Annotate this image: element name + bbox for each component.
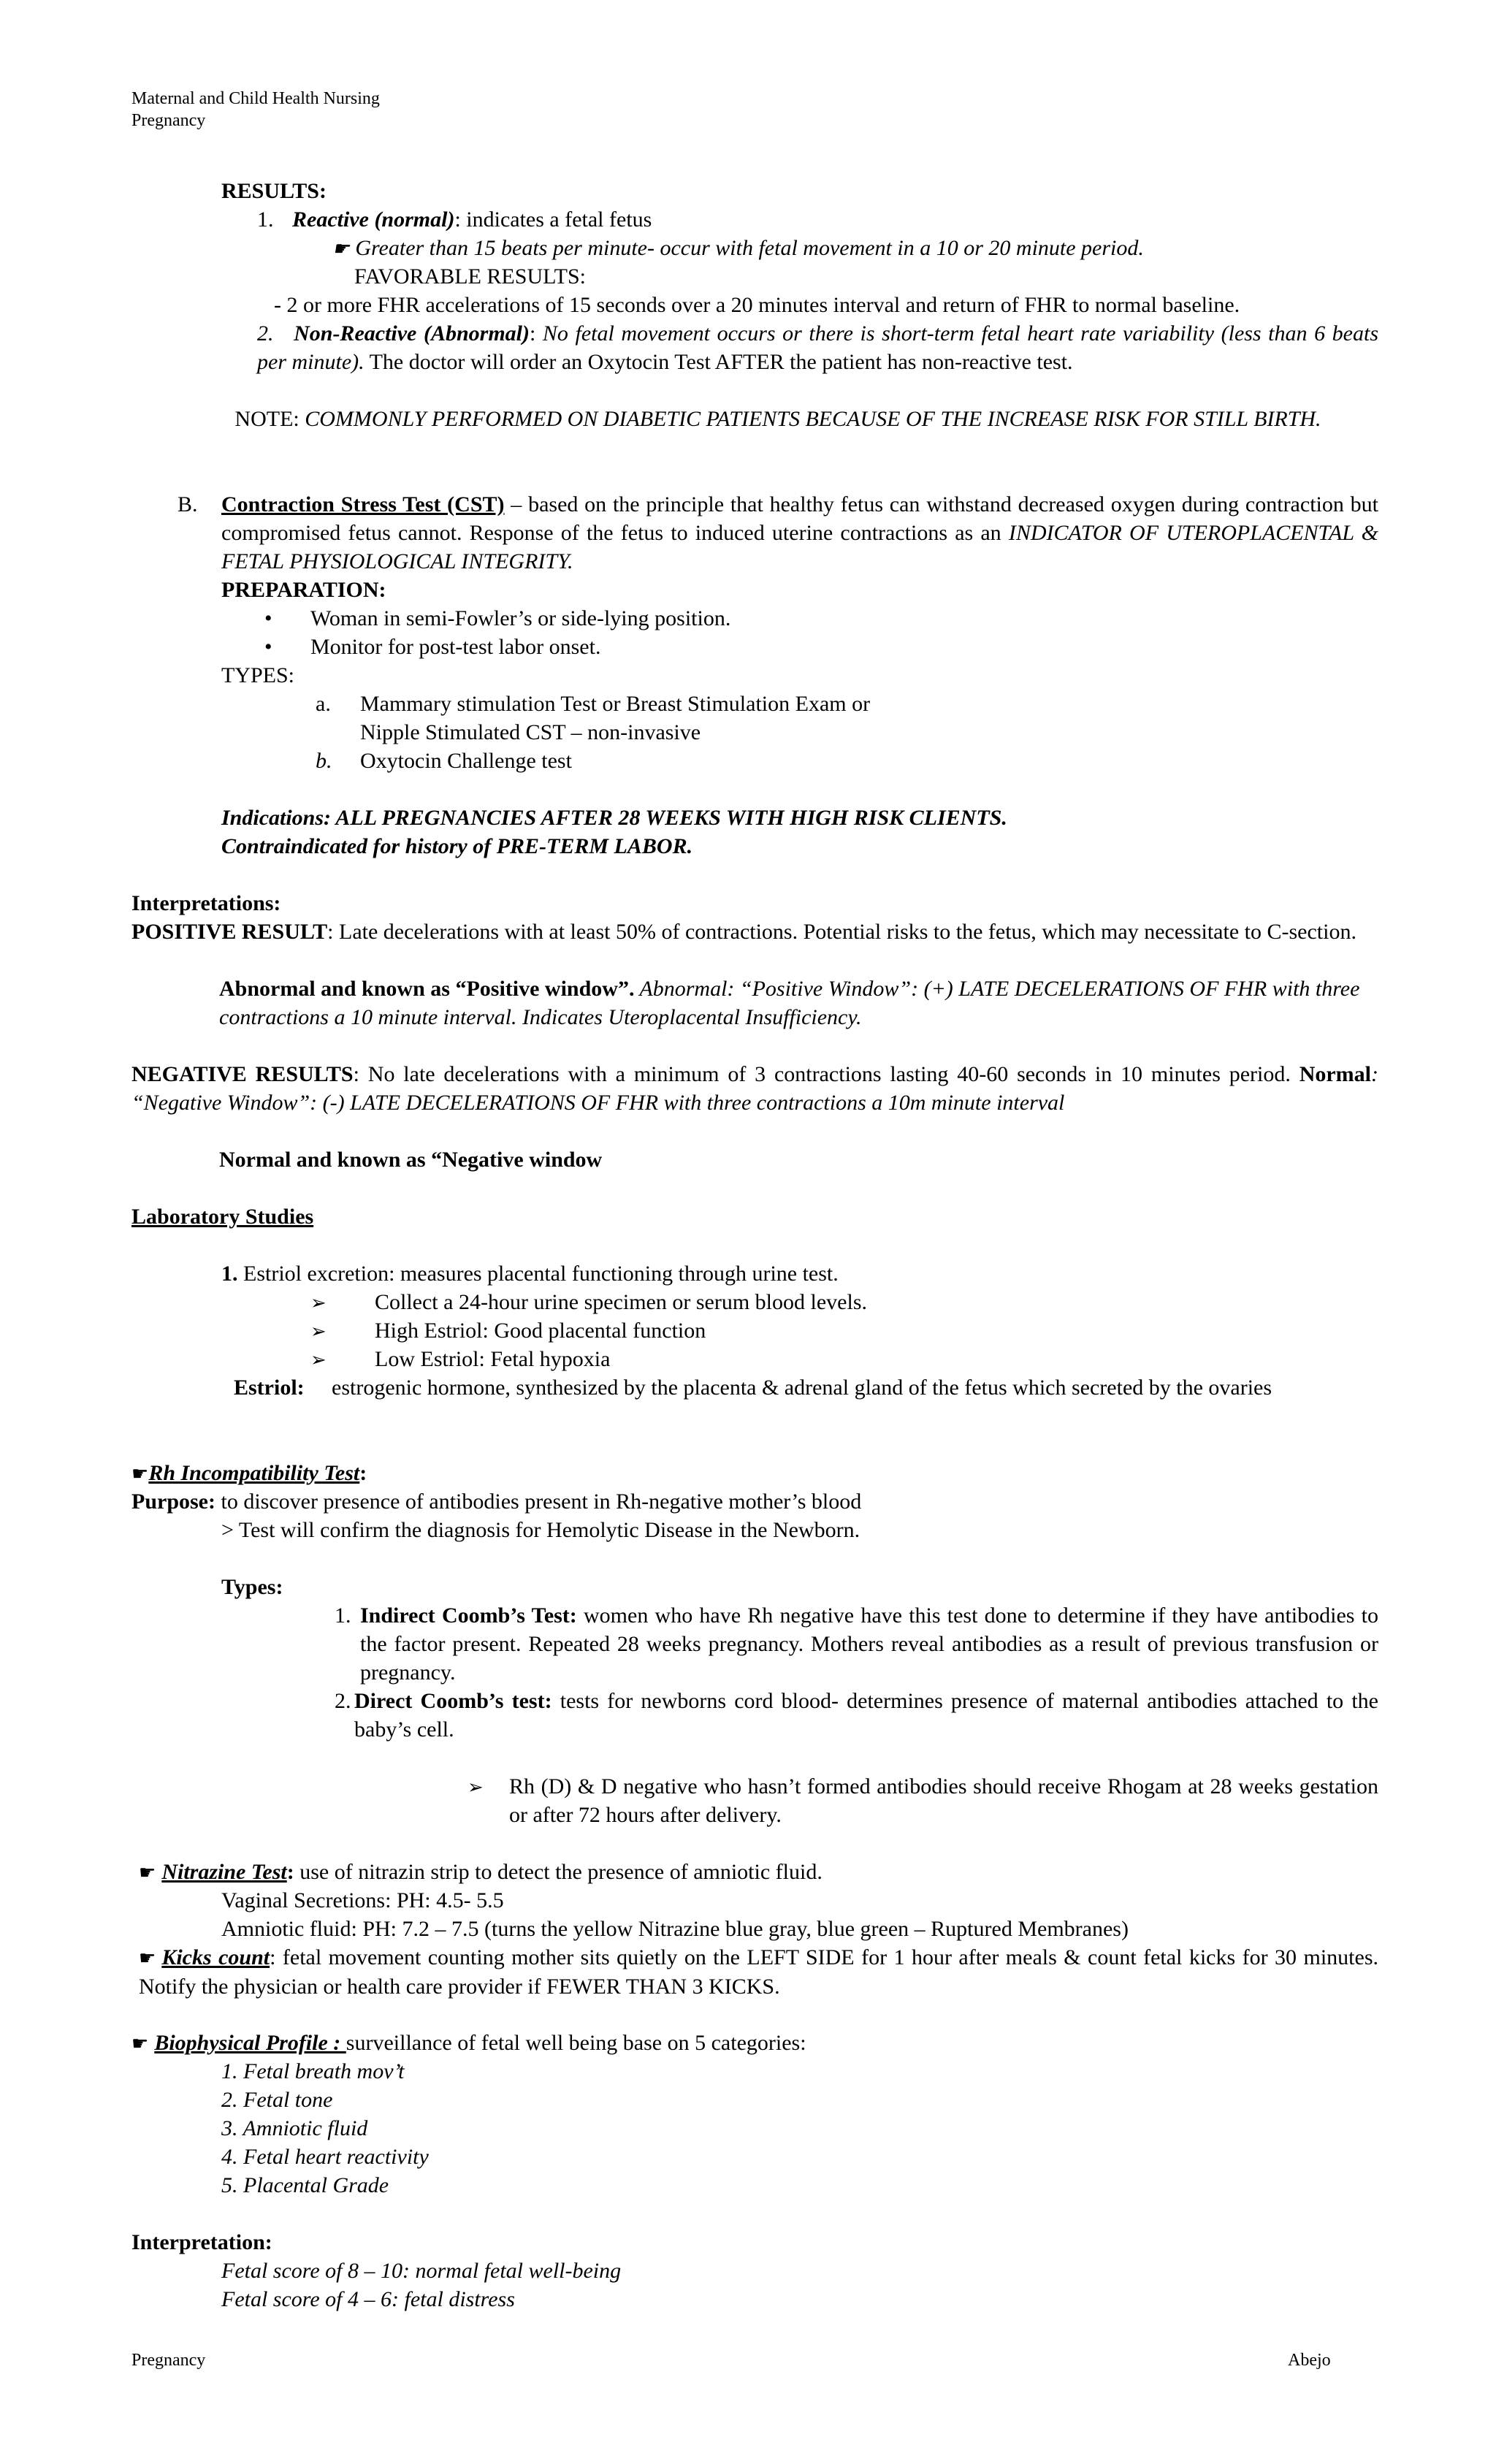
preparation-heading: PREPARATION: (221, 578, 386, 602)
estriol-label: Estriol: (234, 1376, 305, 1400)
bpp-interpretation-heading: Interpretation: (131, 2230, 272, 2254)
rh-type-1: Indirect Coomb’s Test: women who have Rh negative have this test done to determine if they have antibodies to the factor present. Repeated 28 weeks pregnancy. Mothers reveal antibodies as a result of previous transfusion or pregnancy. (360, 1603, 1378, 1685)
list-item: 5. Placental Grade (221, 2173, 389, 2197)
negative-window: Normal and known as “Negative window (219, 1148, 603, 1172)
footer-right: Abejo (1288, 2351, 1331, 2370)
section-letter-b: B. (178, 492, 198, 516)
rh-title: ☛Rh Incompatibility Test: (131, 1461, 367, 1485)
indications: Indications: ALL PREGNANCIES AFTER 28 WEEKS WITH HIGH RISK CLIENTS. (221, 806, 1007, 830)
arrowhead-bullet-icon: ➢ (310, 1321, 327, 1342)
biophysical-profile-title: ☛ Biophysical Profile : surveillance of fetal well being base on 5 categories: (131, 2031, 806, 2055)
negative-result: NEGATIVE RESULTS: No late decelerations with a minimum of 3 contractions lasting 40-60 seconds in 10 minutes period. Normal: “Negative Window”: (-) LATE DECELERATIONS OF FHR with three contractions a 10m minute interval (131, 1062, 1378, 1115)
bpp-category-list (221, 2057, 429, 2200)
type-a-letter: a. (316, 692, 331, 716)
rh-purpose-note: > Test will confirm the diagnosis for Hemolytic Disease in the Newborn. (221, 1518, 860, 1542)
list-item: 1. Fetal breath mov’t (221, 2059, 405, 2083)
rh-type-2: Direct Coomb’s test: tests for newborns cord blood- determines presence of maternal antibodies attached to the baby’s cell. (354, 1689, 1378, 1742)
lab-item-1: 1. Estriol excretion: measures placental functioning through urine test. (221, 1262, 839, 1286)
nitrazine-title: ☛ Nitrazine Test: use of nitrazin strip to detect the presence of amniotic fluid. (139, 1860, 823, 1884)
list-item: Fetal score of 4 – 6: fetal distress (221, 2287, 515, 2311)
bpp-interpretation-list (221, 2257, 621, 2314)
lab-bullet: ➢ Low Estriol: Fetal hypoxia (310, 1347, 611, 1371)
positive-window: Abnormal and known as “Positive window”. Abnormal: “Positive Window”: (+) LATE DECELERATIONS OF FHR with three contractions a 10 minute interval. Indicates Uteroplacental Insufficiency. (219, 977, 1360, 1029)
header-topic: Pregnancy (131, 111, 206, 130)
rhogam-bullet (468, 1772, 484, 1801)
dot-bullet-icon: • (264, 635, 272, 659)
cst-title: Contraction Stress Test (CST) (221, 492, 505, 516)
positive-result: POSITIVE RESULT: Late decelerations with at least 50% of contractions. Potential risks to the fetus, which may necessitate to C-section. (131, 920, 1356, 944)
header-course: Maternal and Child Health Nursing (131, 89, 380, 108)
arrowhead-bullet-icon: ➢ (468, 1777, 484, 1798)
type-b-letter: b. (316, 749, 332, 773)
interpretations-heading: Interpretations: (131, 891, 281, 915)
results-heading: RESULTS: (221, 179, 327, 203)
kicks-count: ☛ Kicks count: fetal movement counting mother sits quietly on the LEFT SIDE for 1 hour after meals & count fetal kicks for 30 minutes. Notify the physician or health care provider if FEWER THAN 3 KICKS. (139, 1945, 1378, 1999)
pointing-hand-icon: ☛ (332, 238, 350, 259)
note: NOTE: COMMONLY PERFORMED ON DIABETIC PATIENTS BECAUSE OF THE INCREASE RISK FOR STILL BIRTH. (234, 407, 1321, 431)
types-heading: TYPES: (221, 663, 295, 687)
list-item: Fetal score of 8 – 10: normal fetal well-being (221, 2259, 622, 2283)
rh-type-2-num: 2. (335, 1689, 351, 1713)
favorable-results-text: - 2 or more FHR accelerations of 15 seconds over a 20 minutes interval and return of FHR to normal baseline. (274, 293, 1240, 317)
cst-description: Contraction Stress Test (CST) – based on the principle that healthy fetus can withstand decreased oxygen during contraction but compromised fetus cannot. Response of the fetus to induced uterine contractions as an INDICATOR OF UTEROPLACENTAL & FETAL PHYSIOLOGICAL INTEGRITY. (221, 492, 1378, 573)
rh-type-1-num: 1. (335, 1603, 351, 1628)
lab-bullet: ➢ Collect a 24-hour urine specimen or serum blood levels. (310, 1290, 867, 1314)
arrowhead-bullet-icon: ➢ (310, 1349, 327, 1370)
prep-item: • Woman in semi-Fowler’s or side-lying position. (264, 606, 731, 630)
list-item: 3. Amniotic fluid (221, 2116, 368, 2140)
estriol-definition: estrogenic hormone, synthesized by the placenta & adrenal gland of the fetus which secreted by the ovaries (332, 1376, 1272, 1400)
pointing-hand-icon: ☛ (139, 1862, 156, 1883)
rh-types-heading: Types: (221, 1575, 283, 1599)
result-item-1-bullet: ☛ Greater than 15 beats per minute- occur with fetal movement in a 10 or 20 minute period. (332, 236, 1144, 260)
pointing-hand-icon: ☛ (131, 2033, 149, 2054)
contraindications: Contraindicated for history of PRE-TERM LABOR. (221, 834, 693, 858)
pointing-hand-icon: ☛ (131, 1463, 149, 1484)
type-b-text: Oxytocin Challenge test (360, 749, 572, 773)
footer-left: Pregnancy (131, 2351, 206, 2370)
rh-purpose: Purpose: to discover presence of antibodies present in Rh-negative mother’s blood (131, 1490, 862, 1514)
type-a-text: Mammary stimulation Test or Breast Stimulation Exam or Nipple Stimulated CST – non-invasive (360, 692, 871, 744)
arrowhead-bullet-icon: ➢ (310, 1292, 327, 1313)
result-item-1: 1. Reactive (normal): indicates a fetal fetus (257, 207, 652, 232)
vaginal-secretions-ph: Vaginal Secretions: PH: 4.5- 5.5 (221, 1888, 504, 1912)
favorable-results-heading: FAVORABLE RESULTS: (354, 264, 587, 289)
dot-bullet-icon: • (264, 606, 272, 630)
pointing-hand-icon: ☛ (139, 1948, 156, 1969)
prep-item: • Monitor for post-test labor onset. (264, 635, 601, 659)
lab-bullet: ➢ High Estriol: Good placental function (310, 1319, 706, 1343)
amniotic-fluid-ph: Amniotic fluid: PH: 7.2 – 7.5 (turns the yellow Nitrazine blue gray, blue green – Ruptured Membranes) (221, 1917, 1129, 1941)
result-item-2: 2. Non-Reactive (Abnormal): No fetal movement occurs or there is short-term fetal heart rate variability (less than 6 beats per minute). The doctor will order an Oxytocin Test AFTER the patient has non-reactive test. (257, 321, 1379, 374)
list-item: 2. Fetal tone (221, 2088, 333, 2112)
rhogam-text: Rh (D) & D negative who hasn’t formed antibodies should receive Rhogam at 28 weeks gestation or after 72 hours after delivery. (509, 1774, 1378, 1827)
list-item: 4. Fetal heart reactivity (221, 2145, 429, 2169)
laboratory-studies-heading: Laboratory Studies (131, 1205, 314, 1229)
running-header (131, 88, 380, 131)
